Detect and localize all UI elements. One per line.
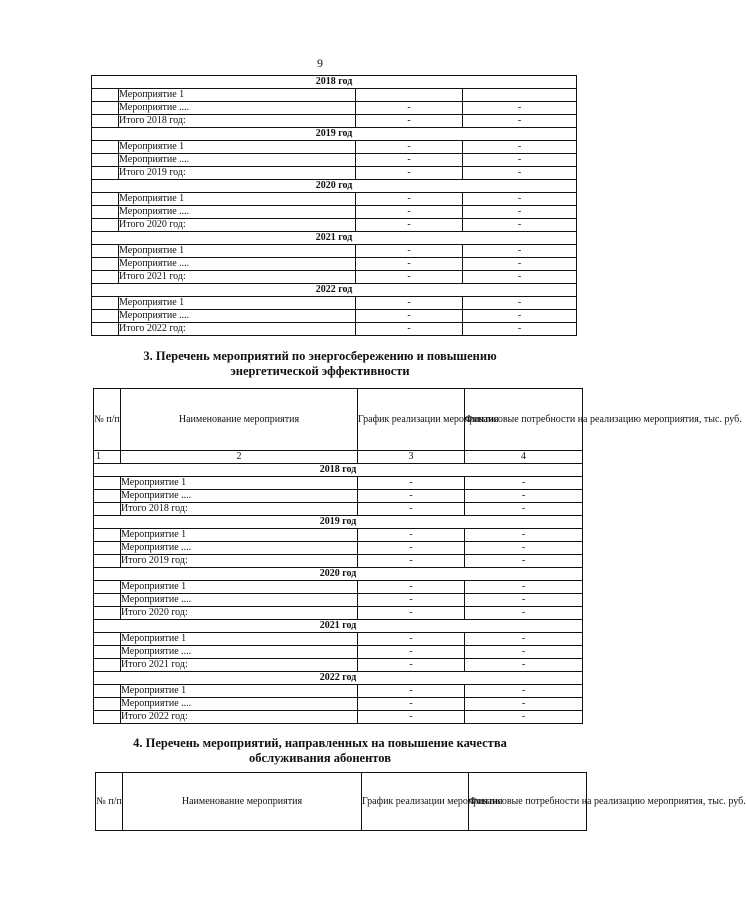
finance-cell: -	[463, 102, 577, 115]
finance-cell: -	[465, 581, 583, 594]
num-cell	[94, 503, 121, 516]
schedule-cell: -	[356, 245, 463, 258]
finance-cell: -	[463, 115, 577, 128]
event-name: Мероприятие ....	[121, 698, 358, 711]
table-row	[92, 245, 577, 258]
year-row	[92, 76, 577, 89]
finance-cell: -	[465, 698, 583, 711]
total-label: Итого 2021 год:	[119, 271, 356, 284]
events-table-continued	[91, 75, 577, 336]
header-num: № п/п	[94, 389, 121, 451]
header-finance: Финансовые потребности на реализацию мероприятия, тыс. руб.	[469, 773, 587, 831]
event-name: Мероприятие 1	[121, 529, 358, 542]
event-name: Мероприятие 1	[119, 297, 356, 310]
event-name: Мероприятие ....	[119, 154, 356, 167]
schedule-cell: -	[358, 646, 465, 659]
schedule-cell: -	[356, 219, 463, 232]
num-cell	[92, 141, 119, 154]
finance-cell: -	[463, 167, 577, 180]
year-row	[94, 672, 583, 685]
table-row	[92, 310, 577, 323]
year-row	[94, 568, 583, 581]
year-heading: 2020 год	[92, 180, 577, 193]
table-header-row	[96, 773, 587, 831]
event-name: Мероприятие ....	[119, 310, 356, 323]
year-row	[92, 128, 577, 141]
num-cell	[92, 102, 119, 115]
event-name: Мероприятие ....	[121, 646, 358, 659]
schedule-cell: -	[358, 698, 465, 711]
num-cell	[92, 245, 119, 258]
total-row	[92, 219, 577, 232]
num-cell	[92, 258, 119, 271]
num-cell	[92, 297, 119, 310]
total-label: Итого 2020 год:	[119, 219, 356, 232]
finance-cell: -	[463, 310, 577, 323]
finance-cell: -	[465, 607, 583, 620]
num-cell	[94, 581, 121, 594]
total-row	[94, 503, 583, 516]
num-cell	[94, 685, 121, 698]
total-label: Итого 2019 год:	[119, 167, 356, 180]
schedule-cell: -	[358, 555, 465, 568]
table-row	[92, 102, 577, 115]
num-cell	[92, 89, 119, 102]
finance-cell: -	[463, 271, 577, 284]
event-name: Мероприятие 1	[119, 141, 356, 154]
schedule-cell: -	[356, 141, 463, 154]
finance-cell: -	[465, 503, 583, 516]
col-number: 3	[358, 451, 465, 464]
finance-cell: -	[463, 141, 577, 154]
total-row	[92, 323, 577, 336]
table-row	[92, 258, 577, 271]
num-cell	[94, 607, 121, 620]
schedule-cell: -	[358, 607, 465, 620]
table-row	[92, 141, 577, 154]
schedule-cell: -	[358, 581, 465, 594]
schedule-cell: -	[356, 206, 463, 219]
schedule-cell: -	[356, 297, 463, 310]
num-cell	[94, 477, 121, 490]
finance-cell: -	[465, 659, 583, 672]
finance-cell: -	[463, 245, 577, 258]
schedule-cell: -	[356, 115, 463, 128]
num-cell	[92, 193, 119, 206]
num-cell	[94, 490, 121, 503]
event-name: Мероприятие 1	[121, 685, 358, 698]
num-cell	[94, 633, 121, 646]
event-name: Мероприятие 1	[121, 581, 358, 594]
num-cell	[94, 542, 121, 555]
total-row	[92, 271, 577, 284]
event-name: Мероприятие ....	[119, 258, 356, 271]
total-row	[94, 607, 583, 620]
service-quality-table	[95, 772, 746, 831]
finance-cell: -	[465, 685, 583, 698]
schedule-cell: -	[356, 323, 463, 336]
num-cell	[92, 219, 119, 232]
year-row	[92, 232, 577, 245]
num-cell	[94, 711, 121, 724]
schedule-cell: -	[358, 659, 465, 672]
year-row	[94, 516, 583, 529]
year-heading: 2020 год	[94, 568, 583, 581]
event-name: Мероприятие ....	[121, 542, 358, 555]
year-heading: 2022 год	[92, 284, 577, 297]
total-row	[92, 167, 577, 180]
schedule-cell: -	[356, 271, 463, 284]
num-cell	[92, 271, 119, 284]
total-label: Итого 2022 год:	[121, 711, 358, 724]
schedule-cell: -	[358, 633, 465, 646]
event-name: Мероприятие ....	[121, 594, 358, 607]
finance-cell: -	[465, 633, 583, 646]
finance-cell: -	[463, 193, 577, 206]
num-cell	[94, 646, 121, 659]
event-name: Мероприятие 1	[119, 193, 356, 206]
schedule-cell: -	[358, 503, 465, 516]
event-name: Мероприятие 1	[119, 245, 356, 258]
num-cell	[94, 698, 121, 711]
schedule-cell: -	[356, 167, 463, 180]
table-row	[92, 206, 577, 219]
table-row	[94, 594, 583, 607]
finance-cell: -	[463, 258, 577, 271]
year-heading: 2019 год	[94, 516, 583, 529]
finance-cell: -	[463, 323, 577, 336]
num-cell	[92, 323, 119, 336]
event-name: Мероприятие ....	[121, 490, 358, 503]
total-label: Итого 2020 год:	[121, 607, 358, 620]
table-row	[94, 529, 583, 542]
num-cell	[92, 167, 119, 180]
total-label: Итого 2022 год:	[119, 323, 356, 336]
event-name: Мероприятие 1	[119, 89, 356, 102]
section-4-title: 4. Перечень мероприятий, направленных на повышение качества обслуживания абонентов	[133, 736, 507, 765]
table-row	[94, 685, 583, 698]
num-cell	[92, 115, 119, 128]
finance-cell: -	[465, 490, 583, 503]
table-row	[94, 490, 583, 503]
header-schedule: График реализации мероприятия	[362, 773, 469, 831]
table-row	[94, 633, 583, 646]
table-row	[94, 698, 583, 711]
num-cell	[94, 529, 121, 542]
table-row	[92, 193, 577, 206]
finance-cell: -	[465, 477, 583, 490]
finance-cell: -	[465, 594, 583, 607]
num-cell	[92, 154, 119, 167]
finance-cell: -	[463, 297, 577, 310]
total-label: Итого 2021 год:	[121, 659, 358, 672]
year-heading: 2022 год	[94, 672, 583, 685]
finance-cell: -	[465, 711, 583, 724]
col-number: 1	[94, 451, 121, 464]
table-row	[92, 154, 577, 167]
schedule-cell: -	[358, 685, 465, 698]
total-label: Итого 2019 год:	[121, 555, 358, 568]
event-name: Мероприятие ....	[119, 206, 356, 219]
finance-cell: -	[463, 206, 577, 219]
finance-cell: -	[465, 542, 583, 555]
total-label: Итого 2018 год:	[119, 115, 356, 128]
energy-saving-table	[93, 388, 742, 724]
year-heading: 2019 год	[92, 128, 577, 141]
table-header-row	[94, 389, 583, 451]
schedule-cell: -	[356, 310, 463, 323]
col-number: 4	[465, 451, 583, 464]
total-row	[94, 555, 583, 568]
schedule-cell: -	[358, 477, 465, 490]
finance-cell: -	[465, 529, 583, 542]
num-cell	[94, 659, 121, 672]
event-name: Мероприятие 1	[121, 633, 358, 646]
schedule-cell: -	[358, 542, 465, 555]
header-num: № п/п	[96, 773, 123, 831]
schedule-cell: -	[356, 193, 463, 206]
year-row	[94, 464, 583, 477]
finance-cell: -	[465, 646, 583, 659]
finance-cell	[463, 89, 577, 102]
finance-cell: -	[463, 154, 577, 167]
schedule-cell: -	[358, 711, 465, 724]
event-name: Мероприятие 1	[121, 477, 358, 490]
header-finance: Финансовые потребности на реализацию мероприятия, тыс. руб.	[465, 389, 583, 451]
num-cell	[94, 594, 121, 607]
schedule-cell: -	[358, 594, 465, 607]
num-cell	[94, 555, 121, 568]
header-schedule: График реализации мероприятия	[358, 389, 465, 451]
total-row	[94, 711, 583, 724]
section-3-title: 3. Перечень мероприятий по энергосбережению и повышению энергетической эффективности	[143, 349, 497, 378]
total-label: Итого 2018 год:	[121, 503, 358, 516]
table-row	[92, 297, 577, 310]
num-cell	[92, 206, 119, 219]
schedule-cell: -	[358, 490, 465, 503]
header-name: Наименование мероприятия	[123, 773, 362, 831]
event-name: Мероприятие ....	[119, 102, 356, 115]
table-row	[94, 581, 583, 594]
year-heading: 2018 год	[92, 76, 577, 89]
schedule-cell: -	[356, 258, 463, 271]
schedule-cell: -	[356, 102, 463, 115]
header-name: Наименование мероприятия	[121, 389, 358, 451]
year-row	[92, 180, 577, 193]
finance-cell: -	[463, 219, 577, 232]
table-row	[94, 646, 583, 659]
table-row	[94, 477, 583, 490]
schedule-cell: -	[358, 529, 465, 542]
finance-cell: -	[465, 555, 583, 568]
year-row	[92, 284, 577, 297]
table-row	[92, 89, 577, 102]
schedule-cell	[356, 89, 463, 102]
total-row	[94, 659, 583, 672]
page-number: 9	[317, 56, 323, 70]
year-heading: 2021 год	[92, 232, 577, 245]
total-row	[92, 115, 577, 128]
column-number-row	[94, 451, 583, 464]
year-heading: 2018 год	[94, 464, 583, 477]
year-heading: 2021 год	[94, 620, 583, 633]
num-cell	[92, 310, 119, 323]
col-number: 2	[121, 451, 358, 464]
year-row	[94, 620, 583, 633]
schedule-cell: -	[356, 154, 463, 167]
table-row	[94, 542, 583, 555]
